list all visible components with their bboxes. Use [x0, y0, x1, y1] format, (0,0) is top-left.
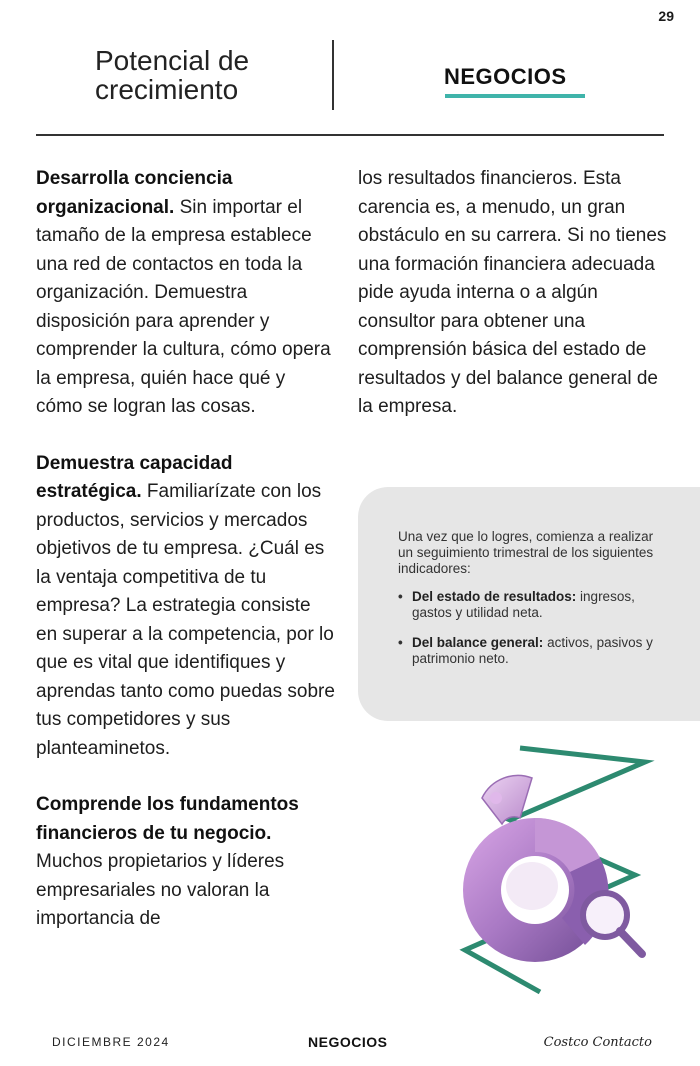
- paragraph-awareness: [36, 165, 336, 422]
- section-label: NEGOCIOS: [444, 64, 567, 89]
- callout-text: [398, 529, 668, 681]
- callout-intro: Una vez que lo logres, comienza a realizar un seguimiento trimestral de los siguientes indicadores:: [398, 529, 654, 576]
- footer-date: DICIEMBRE 2024: [52, 1035, 170, 1049]
- callout-item-label: Del balance general:: [412, 635, 544, 650]
- paragraph-finance-continued: los resultados financieros. Esta carencia es, a menudo, un gran obstáculo en su carrera. Si no tienes una formación financiera adecuada pide ayuda interna o a algún consultor para obtener una comprensión básica del estado de resultados y del balance general de la empresa.: [358, 168, 667, 417]
- donut-ring: [463, 818, 608, 962]
- callout-list: [398, 589, 668, 667]
- paragraph-body: Familiarízate con los productos, servicios y mercados objetivos de tu empresa. ¿Cuál es la ventaja competitiva de tu empresa? La estrategia consiste en superar a la competencia, por lo que es vital que identifiques y aprendas tanto como puedas sobre tus competidores y sus planteaminetos.: [36, 481, 335, 759]
- paragraph-strategy: [36, 450, 336, 764]
- footer-brand: Costco Contacto: [543, 1035, 652, 1050]
- callout-item-text: ingresos, gastos y utilidad neta.: [412, 589, 635, 620]
- magnifier: [583, 893, 642, 954]
- section-underline: [445, 94, 585, 98]
- page-title: Potencial de crecimiento: [95, 45, 250, 105]
- paragraph-heading: Comprende los fundamentos financieros de tu negocio.: [36, 794, 299, 844]
- callout-item: [398, 589, 668, 621]
- callout-box: [358, 487, 700, 721]
- callout-item-label: Del estado de resultados:: [412, 589, 577, 604]
- callout-item-text: activos, pasivos y patrimonio neto.: [412, 635, 653, 666]
- paragraph-heading: Demuestra capacidad estratégica.: [36, 452, 233, 502]
- paragraph-finance: [36, 791, 336, 934]
- donut-chart-magnifier-icon: [420, 740, 660, 1000]
- header-divider: [332, 40, 334, 110]
- top-rule: [36, 134, 664, 136]
- footer-section: NEGOCIOS: [308, 1034, 388, 1050]
- callout-item: [398, 635, 668, 667]
- donut-slice: [482, 775, 532, 824]
- paragraph-heading: Desarrolla conciencia organizacional.: [36, 168, 233, 218]
- paragraph-body: Muchos propietarios y líderes empresariales no valoran la importancia de: [36, 851, 285, 929]
- paragraph-body: Sin importar el tamaño de la empresa establece una red de contactos en toda la organización. Demuestra disposición para aprender y comprender la cultura, cómo opera la empresa, quién hace qué y cómo se logran las cosas.: [36, 196, 331, 417]
- right-column: [358, 165, 668, 422]
- left-column: [36, 165, 336, 934]
- page-number: 29: [658, 8, 674, 24]
